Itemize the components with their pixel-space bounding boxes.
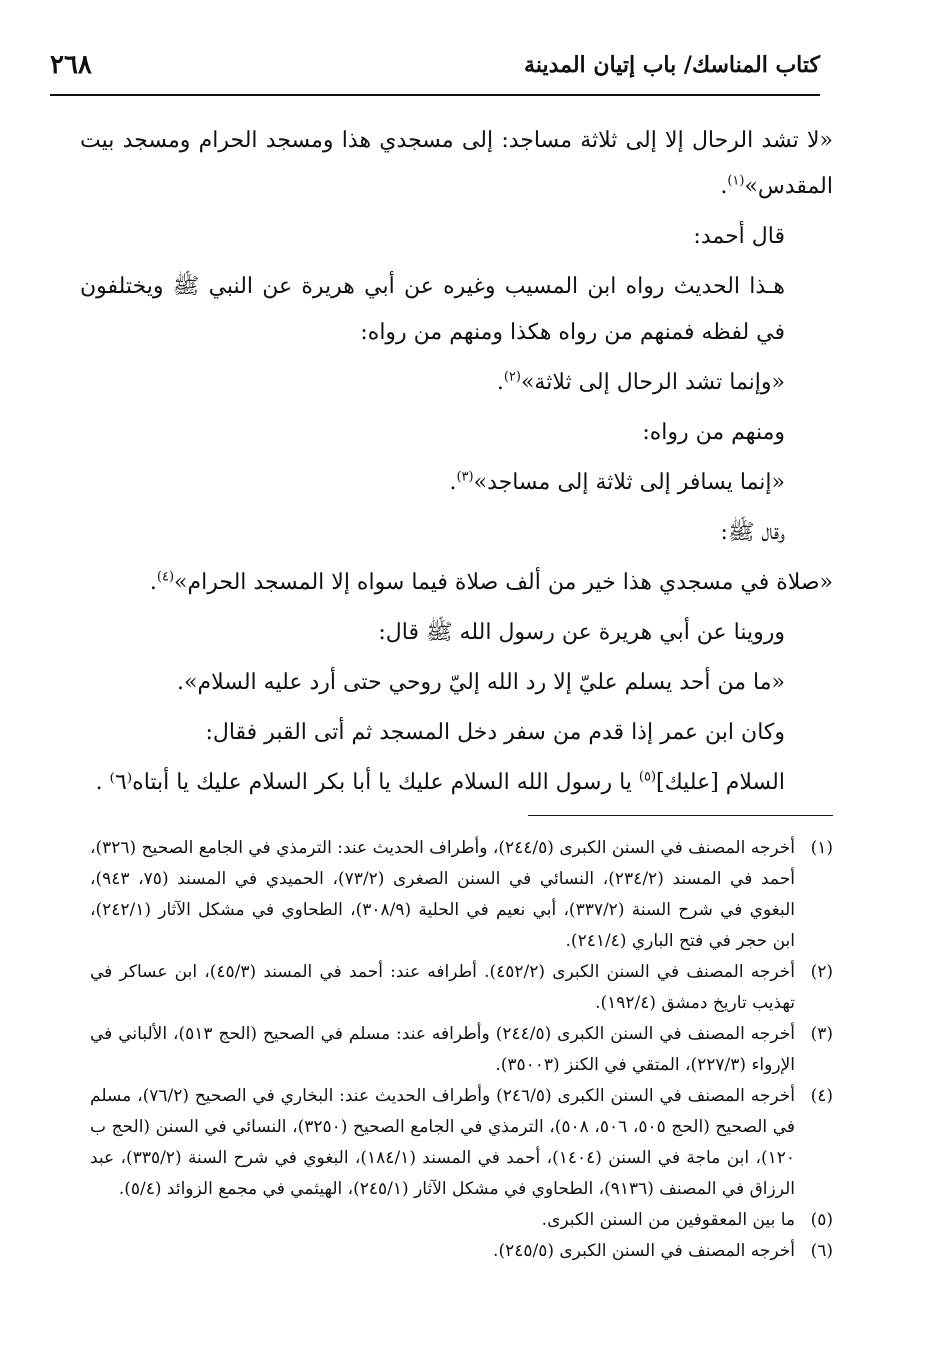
paragraph: «إنما يسافر إلى ثلاثة إلى مساجد»$^{(٣)}$. bbox=[449, 469, 785, 495]
paragraph: «ما من أحد يسلم عليّ إلا رد الله إليّ روحي حتى أرد عليه السلام». bbox=[177, 670, 785, 695]
paragraph: وروينا عن أبي هريرة عن رسول الله ﷺ قال: bbox=[378, 620, 785, 645]
paragraph: هـذا الحديث رواه ابن المسيب وغيره عن أبي هريرة عن النبي ﷺ ويختلفون في لفظه فمنهم من رواه هكذا ومنهم من رواه: bbox=[80, 274, 785, 345]
footnote: (٦) أخرجه المصنف في السنن الكبرى (٢٤٥/٥). bbox=[493, 1241, 833, 1261]
paragraph: السلام [عليك]$^{(٥)}$ يا رسول الله السلام عليك يا أبا بكر السلام عليك يا أبتاه⁽٦⁾ . bbox=[95, 769, 785, 795]
footnote: (١) أخرجه المصنف في السنن الكبرى (٢٤٤/٥)، وأطراف الحديث عند: الترمذي في الجامع الصحيح (٣٢٦)، أحمد في المسند (٢٣٤/٢)، النسائي في السنن الصغرى (٧٣/٢)، الحميدي في المسند (٧٥، ٩٤٣)، البغوي في شرح السنة (٣٣٧/٢)، أبي نعيم في الحلية (٣٠٨/٩)، الطحاوي في مشكل الآثار (٢٤٢/١)، ابن حجر في فتح الباري (٢٤١/٤). bbox=[90, 838, 833, 951]
footnote: (٤) أخرجه المصنف في السنن الكبرى (٢٤٦/٥) وأطراف الحديث عند: البخاري في الصحيح (٧٦/٢)، مسلم في الصحيح (الحج ٥٠٥، ٥٠٦، ٥٠٨)، الترمذي في الجامع الصحيح (٣٢٥٠)، النسائي في السنن (الحج ب ١٢٠)، ابن ماجة في السنن (١٤٠٤)، أحمد في المسند (١٨٤/١)، البغوي في شرح السنة (٣٣٥/٢)، عبد الرزاق في المصنف (٩١٣٦)، الطحاوي في مشكل الآثار (٢٤٥/١)، الهيثمي في مجمع الزوائد (٥/٤). bbox=[90, 1086, 833, 1199]
page-number: ٢٦٨ bbox=[50, 50, 92, 80]
footnote: (٢) أخرجه المصنف في السنن الكبرى (٤٥٢/٢). أطرافه عند: أحمد في المسند (٤٥/٣)، ابن عساكر في تهذيب تاريخ دمشق (١٩٢/٤). bbox=[90, 962, 833, 1013]
main-text bbox=[80, 118, 833, 810]
paragraph: «صلاة في مسجدي هذا خير من ألف صلاة فيما سواه إلا المسجد الحرام»$^{(٤)}$. bbox=[149, 569, 833, 595]
paragraph: ومنهم من رواه: bbox=[642, 420, 785, 445]
paragraph: وقال ﷺ: bbox=[720, 520, 785, 545]
footnote-separator bbox=[528, 815, 833, 816]
footnotes bbox=[90, 833, 833, 1267]
running-title: كتاب المناسك/ باب إتيان المدينة bbox=[524, 52, 820, 78]
footnote: (٥) ما بين المعقوفين من السنن الكبرى. bbox=[541, 1210, 833, 1230]
paragraph: «لا تشد الرحال إلا إلى ثلاثة مساجد: إلى مسجدي هذا ومسجد الحرام ومسجد بيت المقدس»$^{(١)}$. bbox=[80, 128, 833, 199]
paragraph: «وإنما تشد الرحال إلى ثلاثة»$^{(٢)}$. bbox=[496, 369, 785, 395]
paragraph: قال أحمد: bbox=[693, 224, 785, 249]
page-header bbox=[50, 42, 820, 96]
paragraph: وكان ابن عمر إذا قدم من سفر دخل المسجد ثم أتى القبر فقال: bbox=[205, 720, 785, 745]
footnote: (٣) أخرجه المصنف في السنن الكبرى (٢٤٤/٥) وأطرافه عند: مسلم في الصحيح (الحج ٥١٣)، الألباني في الإرواء (٢٢٧/٣)، المتقي في الكنز (٣٥٠٠٣). bbox=[90, 1024, 833, 1075]
